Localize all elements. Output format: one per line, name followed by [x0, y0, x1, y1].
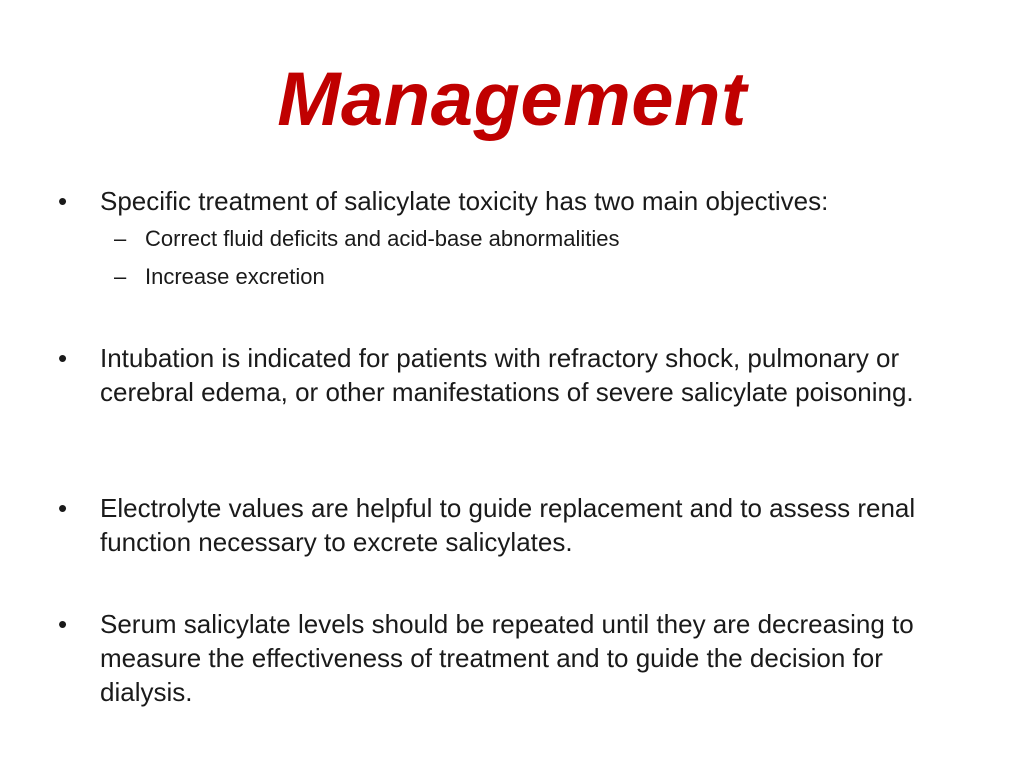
bullet-text: Electrolyte values are helpful to guide replacement and to assess renal function necessary to excrete salicylates.: [100, 493, 916, 557]
bullet-text: Serum salicylate levels should be repeated until they are decreasing to measure the effectiveness of treatment and to guide the decision for dialysis.: [100, 609, 914, 707]
sub-bullet-dash-icon: –: [114, 264, 127, 289]
bullet-dot-icon: •: [58, 493, 68, 523]
slide-title: Management: [277, 57, 747, 142]
bullet-dot-icon: •: [58, 186, 68, 216]
sub-bullet-text: Correct fluid deficits and acid-base abnormalities: [145, 226, 620, 251]
sub-bullet-text: Increase excretion: [145, 264, 325, 289]
bullet-text: Intubation is indicated for patients with refractory shock, pulmonary or cerebral edema, or other manifestations of severe salicylate poisoning.: [100, 343, 914, 407]
bullet-dot-icon: •: [58, 343, 68, 373]
bullet-dot-icon: •: [58, 609, 68, 639]
bullet-text: Specific treatment of salicylate toxicity has two main objectives:: [100, 186, 829, 216]
sub-bullet-dash-icon: –: [114, 226, 127, 251]
